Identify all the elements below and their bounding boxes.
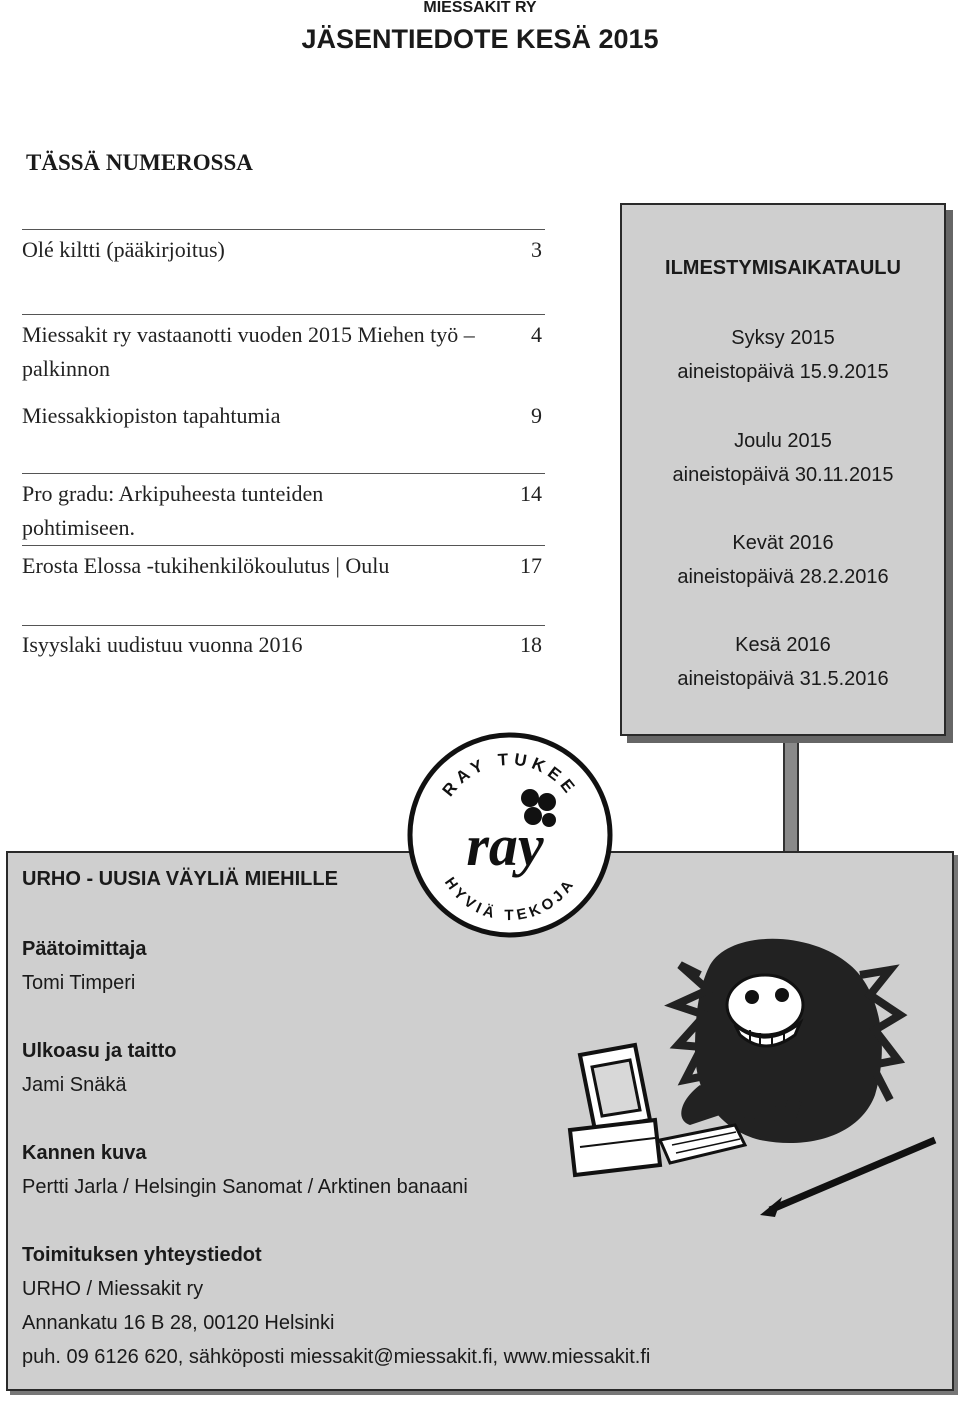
schedule-entry-season: Kevät 2016 xyxy=(732,532,834,554)
toc-item[interactable] xyxy=(22,399,542,433)
layout-name: Jami Snäkä xyxy=(22,1074,127,1096)
ray-logo-top-text: RAY TUKEE xyxy=(438,749,582,801)
toc-item-page: 17 xyxy=(520,553,542,578)
toc-item-title: Isyyslaki uudistuu vuonna 2016 xyxy=(22,632,303,657)
toc-item-title: Pro gradu: Arkipuheesta tunteiden pohtimiseen. xyxy=(22,481,324,540)
toc-divider xyxy=(22,229,545,230)
toc-divider xyxy=(22,473,545,474)
contact-address: Annankatu 16 B 28, 00120 Helsinki xyxy=(22,1312,335,1334)
toc-divider xyxy=(22,314,545,315)
toc-divider xyxy=(22,545,545,546)
publication-schedule-box xyxy=(620,203,946,736)
contact-details: puh. 09 6126 620, sähköposti miessakit@miessakit.fi, www.miessakit.fi xyxy=(22,1346,651,1368)
schedule-title: ILMESTYMISAIKATAULU xyxy=(665,257,901,279)
colophon-title: URHO - UUSIA VÄYLIÄ MIEHILLE xyxy=(22,868,338,890)
toc-item[interactable] xyxy=(22,628,542,662)
toc-item-title: Olé kiltti (pääkirjoitus) xyxy=(22,237,225,262)
troll-at-computer-illustration xyxy=(560,935,940,1255)
schedule-entry-season: Syksy 2015 xyxy=(731,327,835,349)
layout-label: Ulkoasu ja taitto xyxy=(22,1040,177,1062)
schedule-entry-season: Kesä 2016 xyxy=(735,634,831,656)
toc-item-page: 9 xyxy=(531,403,542,428)
schedule-entry-season: Joulu 2015 xyxy=(734,430,832,452)
schedule-entry-deadline: aineistopäivä 15.9.2015 xyxy=(677,361,889,383)
schedule-entry-deadline: aineistopäivä 31.5.2016 xyxy=(677,668,889,690)
newsletter-title: JÄSENTIEDOTE KESÄ 2015 xyxy=(301,24,659,54)
editor-name: Tomi Timperi xyxy=(22,972,136,994)
toc-item-title: Erosta Elossa -tukihenkilökoulutus | Oulu xyxy=(22,553,390,578)
toc-divider xyxy=(22,625,545,626)
toc-heading: TÄSSÄ NUMEROSSA xyxy=(26,150,253,175)
schedule-entry-deadline: aineistopäivä 30.11.2015 xyxy=(672,464,894,486)
toc-item-title: Miessakit ry vastaanotti vuoden 2015 Miehen työ –palkinnon xyxy=(22,322,475,381)
toc-item-page: 14 xyxy=(520,481,542,506)
contact-line: URHO / Miessakit ry xyxy=(22,1278,204,1300)
toc-item[interactable] xyxy=(22,477,542,545)
sign-post xyxy=(783,743,799,851)
toc-item[interactable] xyxy=(22,318,542,386)
cover-credit: Pertti Jarla / Helsingin Sanomat / Arktinen banaani xyxy=(22,1176,468,1198)
contact-label: Toimituksen yhteystiedot xyxy=(22,1244,262,1266)
cover-label: Kannen kuva xyxy=(22,1142,147,1164)
toc-item-title: Miessakkiopiston tapahtumia xyxy=(22,403,281,428)
ray-logo-bottom-text: HYVIÄ TEKOJA xyxy=(440,874,580,925)
toc-item-page: 4 xyxy=(531,322,542,347)
organization-name: MIESSAKIT RY xyxy=(423,0,537,16)
toc-item-page: 3 xyxy=(531,237,542,262)
toc-item-page: 18 xyxy=(520,632,542,657)
schedule-entry-deadline: aineistopäivä 28.2.2016 xyxy=(677,566,889,588)
toc-item[interactable] xyxy=(22,233,542,267)
ray-logo-name: ray xyxy=(466,813,544,878)
toc-item[interactable] xyxy=(22,549,542,583)
ray-logo xyxy=(405,730,615,940)
editor-label: Päätoimittaja xyxy=(22,938,147,960)
